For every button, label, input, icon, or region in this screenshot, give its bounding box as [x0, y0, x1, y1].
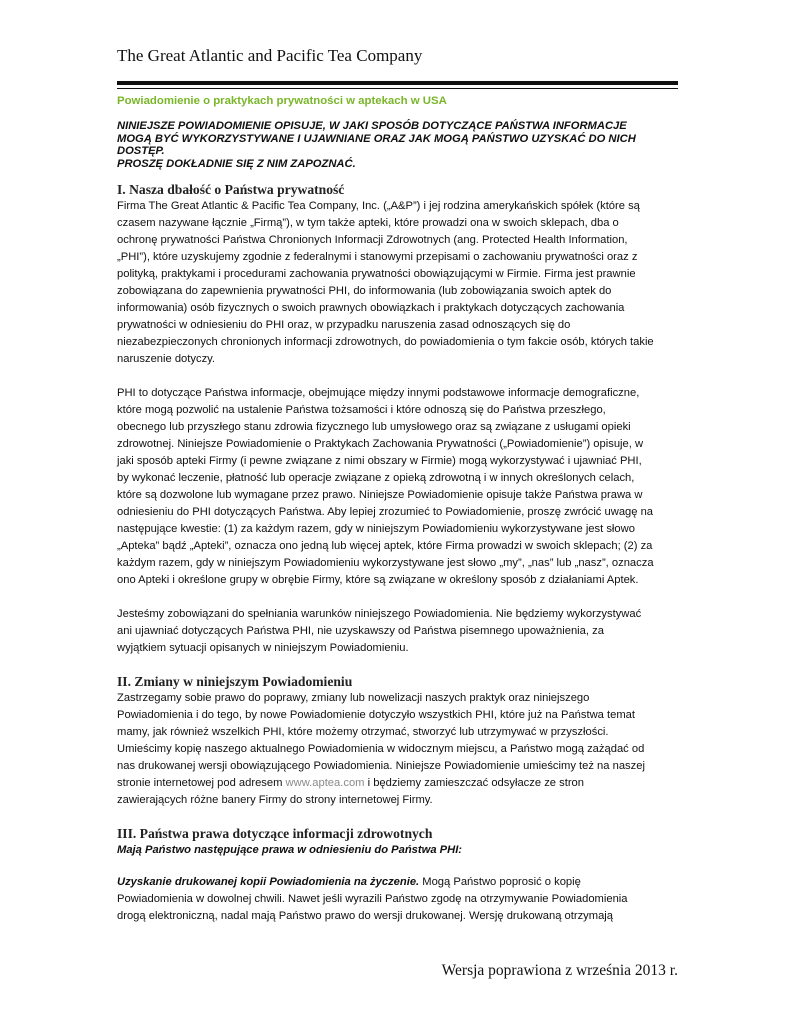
header-rule-thin: [117, 88, 678, 89]
link-line-after: i będziemy zamieszczać odsyłacze ze stron: [364, 777, 584, 789]
website-link[interactable]: www.aptea.com: [285, 777, 365, 789]
right-1-label: Uzyskanie drukowanej kopii Powiadomienia na życzenie.: [117, 876, 420, 888]
right-1-rest: Mogą Państwo poprosić o kopię: [419, 876, 581, 888]
intro-line: MOGĄ BYĆ WYKORZYSTYWANE I UJAWNIANE ORAZ JAK MOGĄ PAŃSTWO UZYSKAĆ DO NICH: [117, 132, 636, 145]
intro-line: NINIEJSZE POWIADOMIENIE OPISUJE, W JAKI SPOSÓB DOTYCZĄCE PAŃSTWA INFORMACJE: [117, 120, 627, 132]
revision-footer: Wersja poprawiona z września 2013 r.: [441, 962, 678, 979]
right-1-lines: Powiadomienia w dowolnej chwili. Nawet jeśli wyrazili Państwo zgodę na otrzymywanie Powiadomienia drogą elektroniczną, nadal mają Państwo prawo do wersji drukowanej. Wersję drukowaną otrzymają: [117, 893, 628, 922]
section-2-lines: Zastrzegamy sobie prawo do poprawy, zmiany lub nowelizacji naszych praktyk oraz niniejszego Powiadomienia i do tego, by nowe Powiadomienie dotyczyło wszystkich PHI, które już na Państwa temat mamy, jak również wszelkich PHI, które możemy otrzymać, stworzyć lub utrzymywać w przyszłości. Umieścimy kopię naszego aktualnego Powiadomienia w widocznym miejscu, a Państwo mogą zażądać od nas drukowanej wersji obowiązującego Powiadomienia. Niniejsze Powiadomienie umieścimy też na naszej: [117, 692, 645, 772]
section-3-heading: III. Państwa prawa dotyczące informacji zdrowotnych: [117, 826, 433, 841]
company-header: The Great Atlantic and Pacific Tea Company: [117, 46, 423, 65]
section-1-heading: I. Nasza dbałość o Państwa prywatność: [117, 182, 345, 197]
notice-title: Powiadomienie o praktykach prywatności w aptekach w USA: [117, 95, 447, 107]
intro-line: DOSTĘP.: [117, 145, 165, 157]
intro-line: PROSZĘ DOKŁADNIE SIĘ Z NIM ZAPOZNAĆ.: [117, 157, 356, 170]
section-1-paragraph-2: PHI to dotyczące Państwa informacje, obejmujące między innymi podstawowe informacje demograficzne, które mogą pozwolić na ustalenie Państwa tożsamości i które odnoszą się do Państwa przeszłego, obecnego lub przyszłego stanu zdrowia fizycznego lub umysłowego oraz są związane z usługami opieki zdrowotnej. Niniejsze Powiadomienie o Praktykach Zachowania Prywatności („Powiadomienie”) opisuje, w jaki sposób apteki Firmy (i pewne związane z nimi obszary w Firmie) mogą wykorzystywać i ujawniać PHI, by wykonać leczenie, płatność lub operacje związane z opieką zdrowotną i w innych określonych celach, które są dozwolone lub wymagane przez prawo. Niniejsze Powiadomienie opisuje także Państwa prawa w odniesieniu do PHI dotyczących Państwa. Aby lepiej zrozumieć to Powiadomienie, proszę zwrócić uwagę na następujące kwestie: (1) za każdym razem, gdy w niniejszym Powiadomieniu wykorzystywane jest słowo „Apteka” bądź „Apteki”, oznacza ono jedną lub więcej aptek, które Firma prowadzi w swoich sklepach; (2) za każdym razem, gdy w niniejszym Powiadomieniu wykorzystywane jest słowo „my”, „nas” lub „nasz”, oznacza ono Apteki i określone grupy w obrębie Firmy, które są związane w określony sposób z działaniami Aptek.: [117, 387, 654, 586]
section-2-last-line: zawierających różne banery Firmy do strony internetowej Firmy.: [117, 794, 433, 806]
section-2-heading: II. Zmiany w niniejszym Powiadomieniu: [117, 674, 353, 689]
header-rule-thick: [117, 81, 678, 85]
right-1-paragraph: [117, 874, 682, 925]
document-body: [117, 94, 682, 925]
intro-notice: [117, 120, 682, 170]
section-1-paragraph-3: Jesteśmy zobowiązani do spełniania warunków niniejszego Powiadomienia. Nie będziemy wykorzystywać ani ujawniać dotyczących Państwa PHI, nie uzyskawszy od Państwa pisemnego upoważnienia, za wyjątkiem sytuacji opisanych w niniejszym Powiadomieniu.: [117, 608, 642, 654]
section-3-subtitle: Mają Państwo następujące prawa w odniesieniu do Państwa PHI:: [117, 844, 463, 856]
section-1-paragraph-1: Firma The Great Atlantic & Pacific Tea Company, Inc. („A&P”) i jej rodzina amerykańskich spółek (które są czasem nazywane łącznie „Firmą”), w tym także apteki, które prowadzi ona w swoich sklepach, dba o ochronę prywatności Państwa Chronionych Informacji Zdrowotnych (ang. Protected Health Information, „PHI”), które uzyskujemy zgodnie z federalnymi i stanowymi przepisami o zachowaniu prywatności oraz z polityką, praktykami i procedurami zachowania prywatności obowiązującymi w Firmie. Firma jest prawnie zobowiązana do zapewnienia prywatności PHI, do informowania (lub zobowiązania swoich aptek do informowania) osób fizycznych o swoich prawnych obowiązkach i praktykach dotyczących zachowania prywatności w odniesieniu do PHI oraz, w przypadku naruszenia zasad odnoszących się do niezabezpieczonych chronionych informacji zdrowotnych, do powiadomienia o tym fakcie osób, których takie naruszenie dotyczy.: [117, 200, 654, 365]
section-2-paragraph: [117, 690, 682, 809]
link-line-before: stronie internetowej pod adresem: [117, 777, 286, 789]
